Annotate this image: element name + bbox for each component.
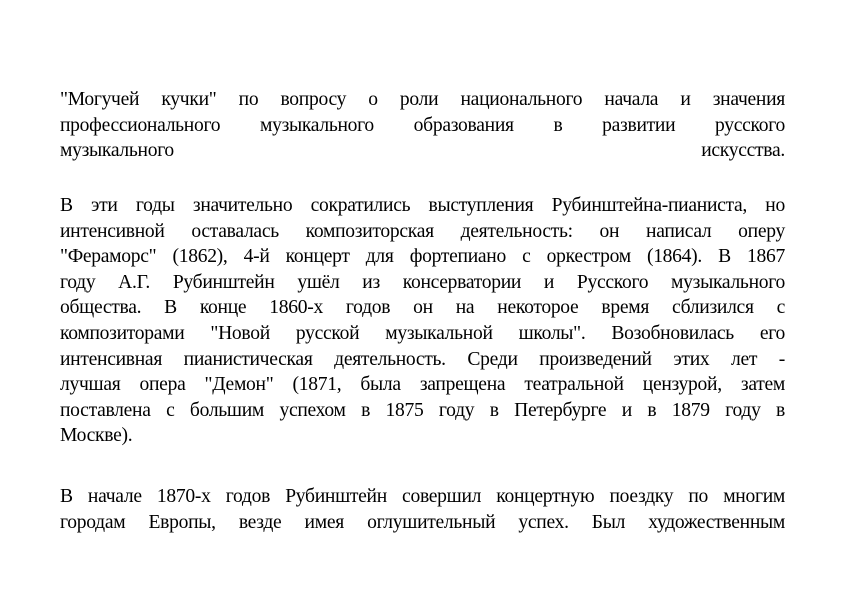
text-line: интенсивной оставалась композиторская деятельность: он написал оперу xyxy=(60,220,785,242)
text-line: лучшая опера "Демон" (1871, была запрещена театральной цензурой, затем xyxy=(60,374,785,396)
text-line: музыкального искусства. xyxy=(60,140,785,162)
text-line: "Могучей кучки" по вопросу о роли национального начала и значения xyxy=(60,89,785,110)
paragraph xyxy=(60,87,785,164)
paragraph xyxy=(60,484,785,535)
text-line: поставлена с большим успехом в 1875 году в Петербурге и в 1879 году в xyxy=(60,399,785,421)
text-line: интенсивная пианистическая деятельность. Среди произведений этих лет - xyxy=(60,348,785,370)
text-line: городам Европы, везде имея оглушительный успех. Был художественным xyxy=(60,511,785,533)
text-line: В начале 1870-х годов Рубинштейн совершил концертную поездку по многим xyxy=(60,486,785,507)
text-line: "Фераморс" (1862), 4-й концерт для фортепиано с оркестром (1864). В 1867 xyxy=(60,246,785,268)
text-line: общества. В конце 1860-х годов он на некоторое время сблизился с xyxy=(60,297,785,319)
text-line: году А.Г. Рубинштейн ушёл из консерватории и Русского музыкального xyxy=(60,271,785,293)
text-line: композиторами "Новой русской музыкальной школы". Возобновилась его xyxy=(60,322,785,344)
text-line: В эти годы значительно сократились выступления Рубинштейна-пианиста, но xyxy=(60,195,785,216)
text-line: профессионального музыкального образования в развитии русского xyxy=(60,114,785,136)
text-line: Москве). xyxy=(60,425,133,447)
paragraph xyxy=(60,193,785,449)
